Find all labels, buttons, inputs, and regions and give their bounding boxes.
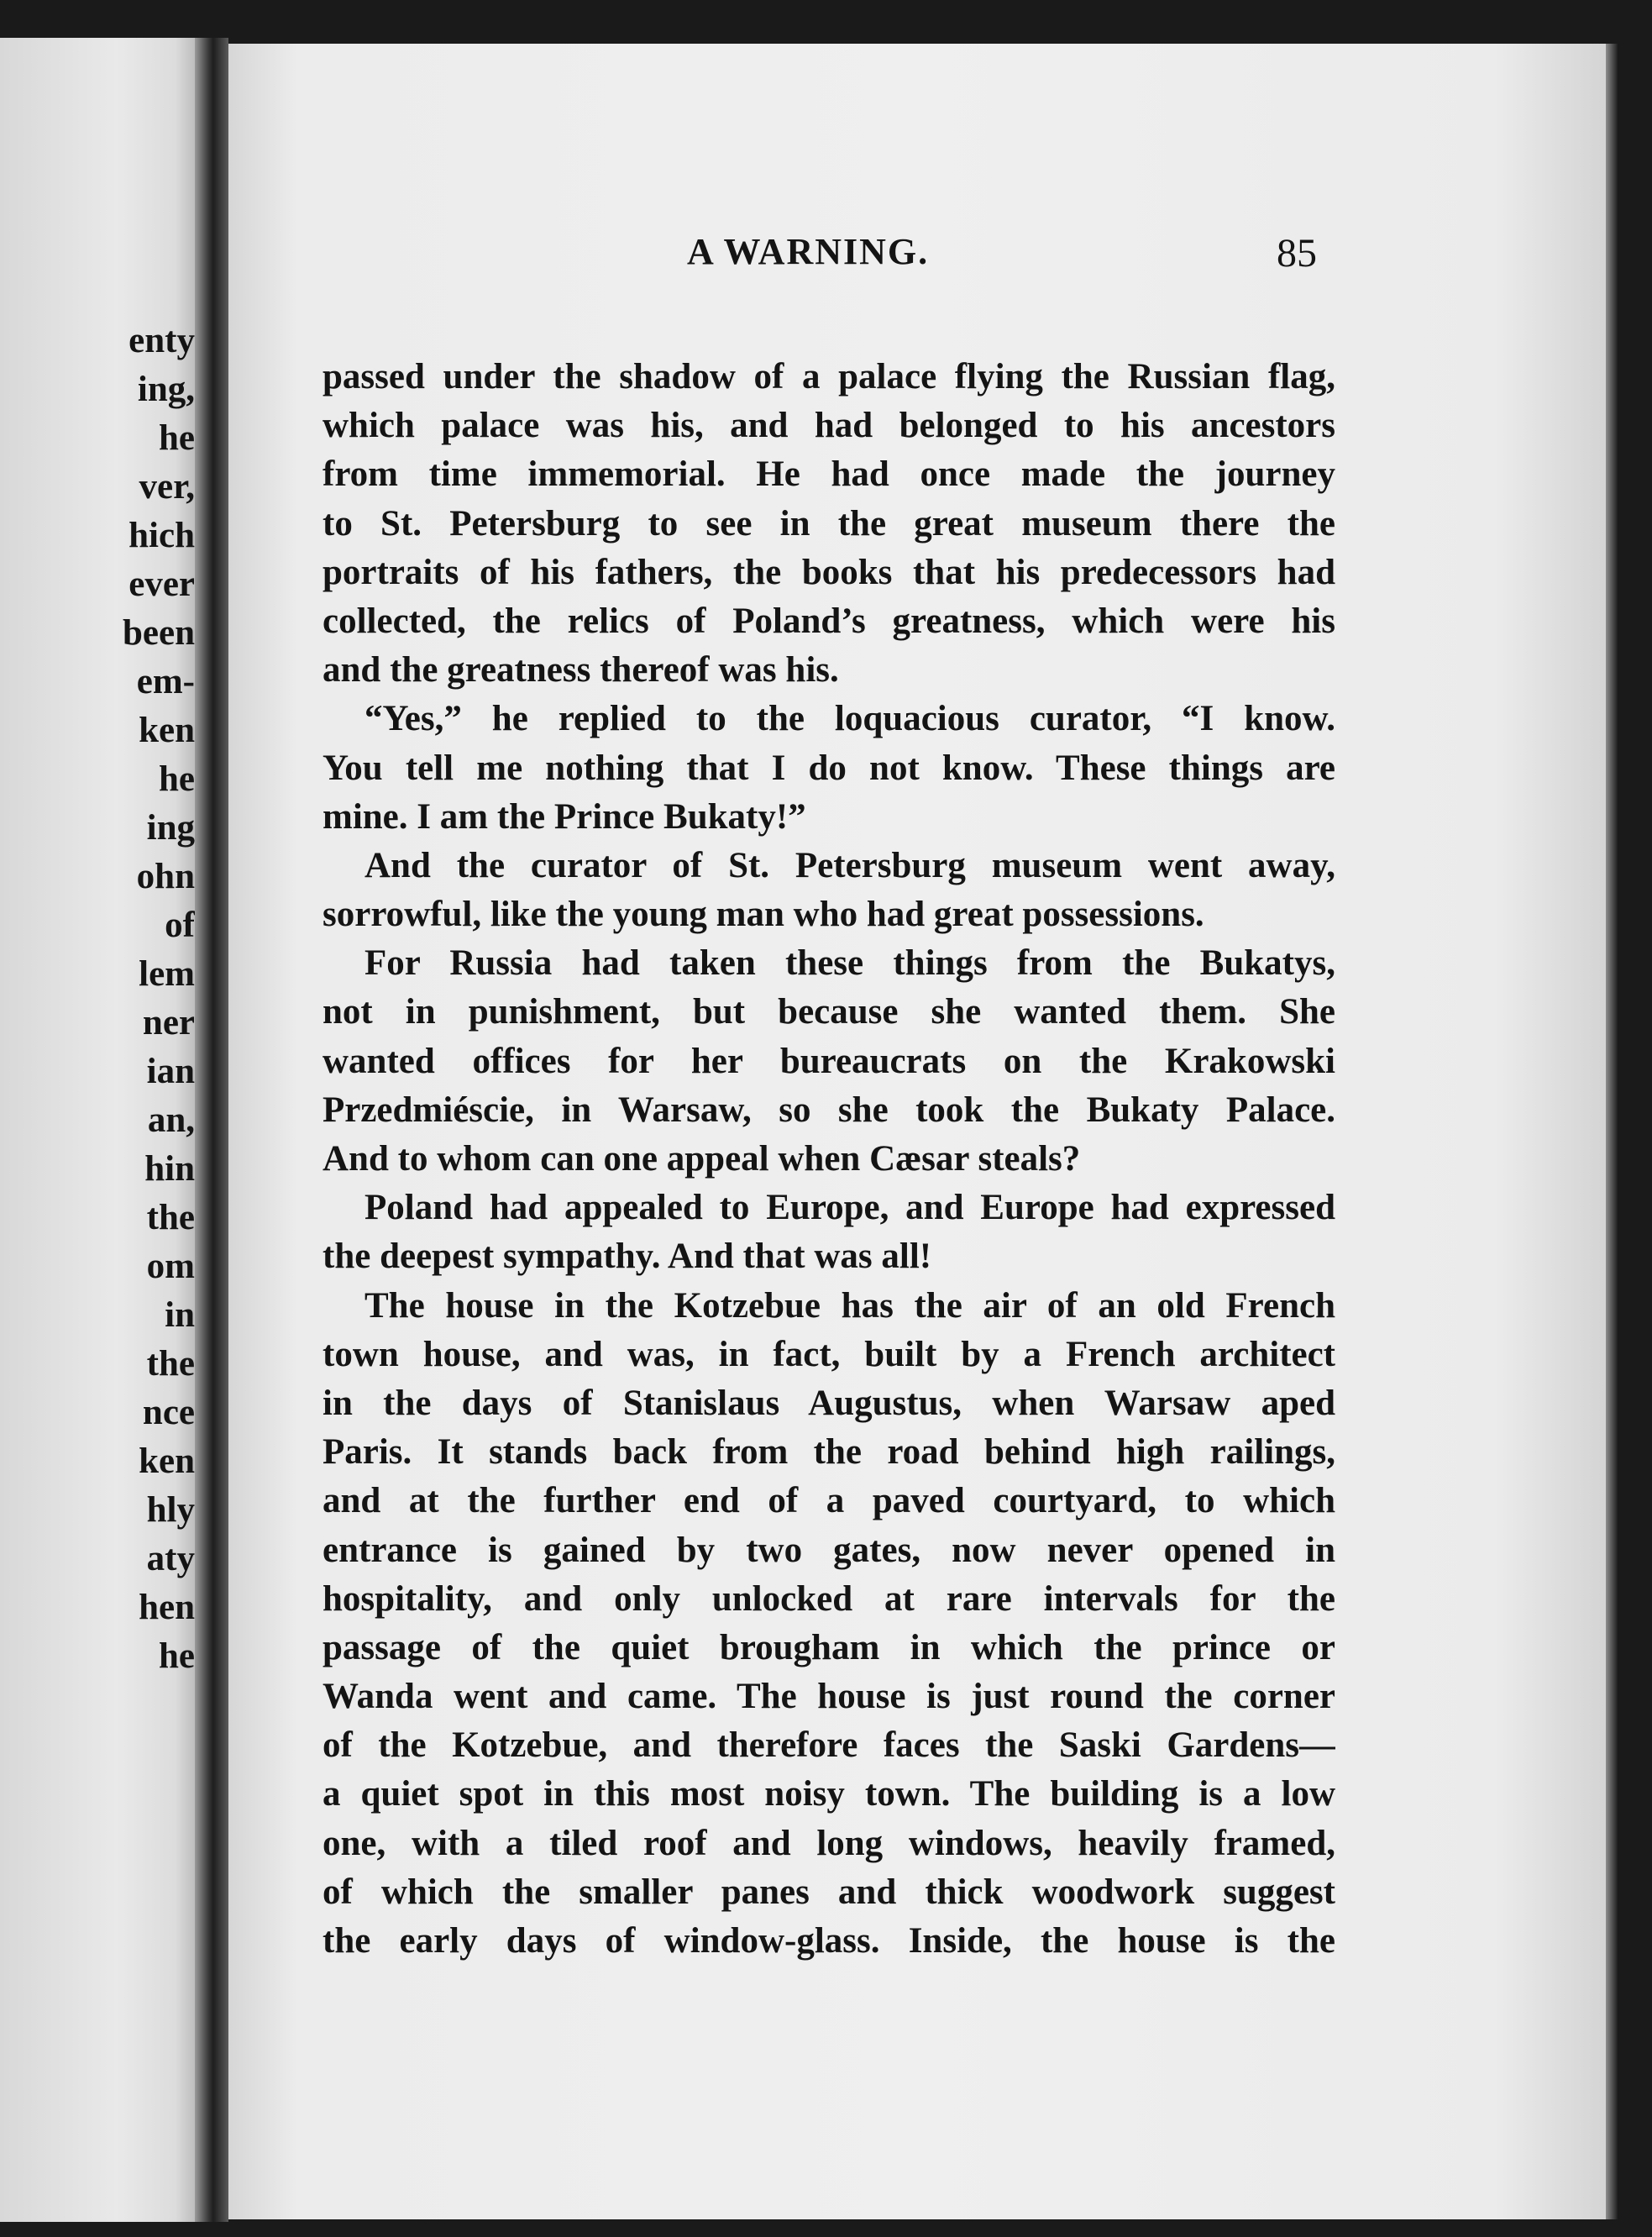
text-line: hospitality, and only unlocked at rare intervals for the — [323, 1578, 1335, 1619]
text-line: Paris. It stands back from the road behind high railings, — [323, 1432, 1335, 1473]
text-line: and at the further end of a paved courtyard, to which — [323, 1481, 1335, 1521]
left-fragment: in — [165, 1295, 195, 1335]
left-fragment: aty — [146, 1539, 195, 1578]
text-line: You tell me nothing that I do not know. These things are — [323, 748, 1335, 788]
text-line: passage of the quiet brougham in which the prince or — [323, 1627, 1335, 1667]
text-line: the deepest sympathy. And that was all! — [323, 1237, 932, 1277]
text-line: Poland had appealed to Europe, and Europe had expressed — [364, 1188, 1335, 1228]
text-line: to St. Petersburg to see in the great museum there the — [323, 503, 1335, 543]
running-title: A WARNING. — [687, 231, 930, 272]
text-line: from time immemorial. He had once made the journey — [323, 454, 1335, 495]
text-line: entrance is gained by two gates, now never opened in — [323, 1530, 1335, 1570]
text-line: collected, the relics of Poland’s greatness, which were his — [323, 601, 1335, 641]
text-line: For Russia had taken these things from the Bukatys, — [364, 943, 1335, 984]
left-fragment: he — [159, 759, 195, 799]
left-fragment: hin — [144, 1149, 195, 1189]
left-fragment: ver, — [139, 467, 195, 507]
left-fragment: enty — [128, 321, 195, 360]
text-line: of the Kotzebue, and therefore faces the Saski Gardens— — [323, 1725, 1335, 1766]
text-line: portraits of his fathers, the books that his predecessors had — [323, 552, 1335, 592]
left-fragment: hich — [128, 516, 195, 555]
book-gutter — [195, 38, 228, 2222]
text-line: Wanda went and came. The house is just round the corner — [323, 1677, 1335, 1717]
text-line: one, with a tiled roof and long windows, heavily framed, — [323, 1823, 1335, 1863]
left-fragment: been — [123, 613, 195, 653]
page-number: 85 — [1277, 231, 1317, 276]
left-fragment: ian — [146, 1052, 195, 1091]
left-fragment: ner — [142, 1003, 195, 1042]
text-line: Przedmiéscie, in Warsaw, so she took the Bukaty Palace. — [323, 1090, 1335, 1130]
left-fragment: nce — [142, 1393, 195, 1432]
left-fragment: an, — [147, 1100, 195, 1140]
left-fragment: om — [146, 1247, 195, 1286]
text-line: not in punishment, but because she wanted them. She — [323, 992, 1335, 1032]
right-page — [228, 44, 1606, 2219]
text-line: “Yes,” he replied to the loquacious curator, “I know. — [364, 699, 1335, 739]
left-fragment: hly — [146, 1490, 195, 1530]
running-head — [228, 230, 1606, 281]
left-fragment: ohn — [136, 857, 195, 896]
text-line: sorrowful, like the young man who had great possessions. — [323, 895, 1204, 935]
text-line: which palace was his, and had belonged to his ancestors — [323, 406, 1335, 446]
text-line: the early days of window-glass. Inside, the house is the — [323, 1921, 1335, 1961]
left-fragment: ing — [146, 808, 195, 848]
left-fragment: he — [159, 1636, 195, 1676]
left-fragment: of — [165, 906, 195, 945]
text-line: And the curator of St. Petersburg museum went away, — [364, 845, 1335, 885]
text-line: The house in the Kotzebue has the air of an old French — [364, 1285, 1335, 1326]
left-fragment: em- — [136, 662, 195, 701]
left-fragment: ken — [139, 711, 195, 750]
text-line: passed under the shadow of a palace flying the Russian flag, — [323, 357, 1335, 396]
text-line: wanted offices for her bureaucrats on the Krakowski — [323, 1041, 1335, 1081]
left-facing-page — [0, 38, 195, 2222]
left-fragment: he — [159, 418, 195, 458]
text-line: a quiet spot in this most noisy town. The building is a low — [323, 1774, 1335, 1814]
text-line: of which the smaller panes and thick woodwork suggest — [323, 1872, 1335, 1912]
text-line: and the greatness thereof was his. — [323, 650, 839, 691]
text-line: And to whom can one appeal when Cæsar steals? — [323, 1139, 1081, 1179]
left-page-text-fragments — [0, 317, 195, 1681]
left-fragment: lem — [139, 954, 195, 994]
text-line: in the days of Stanislaus Augustus, when Warsaw aped — [323, 1383, 1335, 1423]
text-line: town house, and was, in fact, built by a French architect — [323, 1334, 1335, 1374]
left-fragment: ken — [139, 1441, 195, 1481]
body-text — [323, 353, 1335, 1966]
left-fragment: the — [146, 1344, 195, 1384]
left-fragment: the — [146, 1198, 195, 1237]
page-edge-shadow — [1606, 44, 1618, 2219]
left-fragment: hen — [139, 1588, 195, 1627]
left-fragment: ing, — [137, 370, 195, 409]
left-fragment: ever — [128, 565, 195, 604]
text-line: mine. I am the Prince Bukaty!” — [323, 796, 806, 837]
